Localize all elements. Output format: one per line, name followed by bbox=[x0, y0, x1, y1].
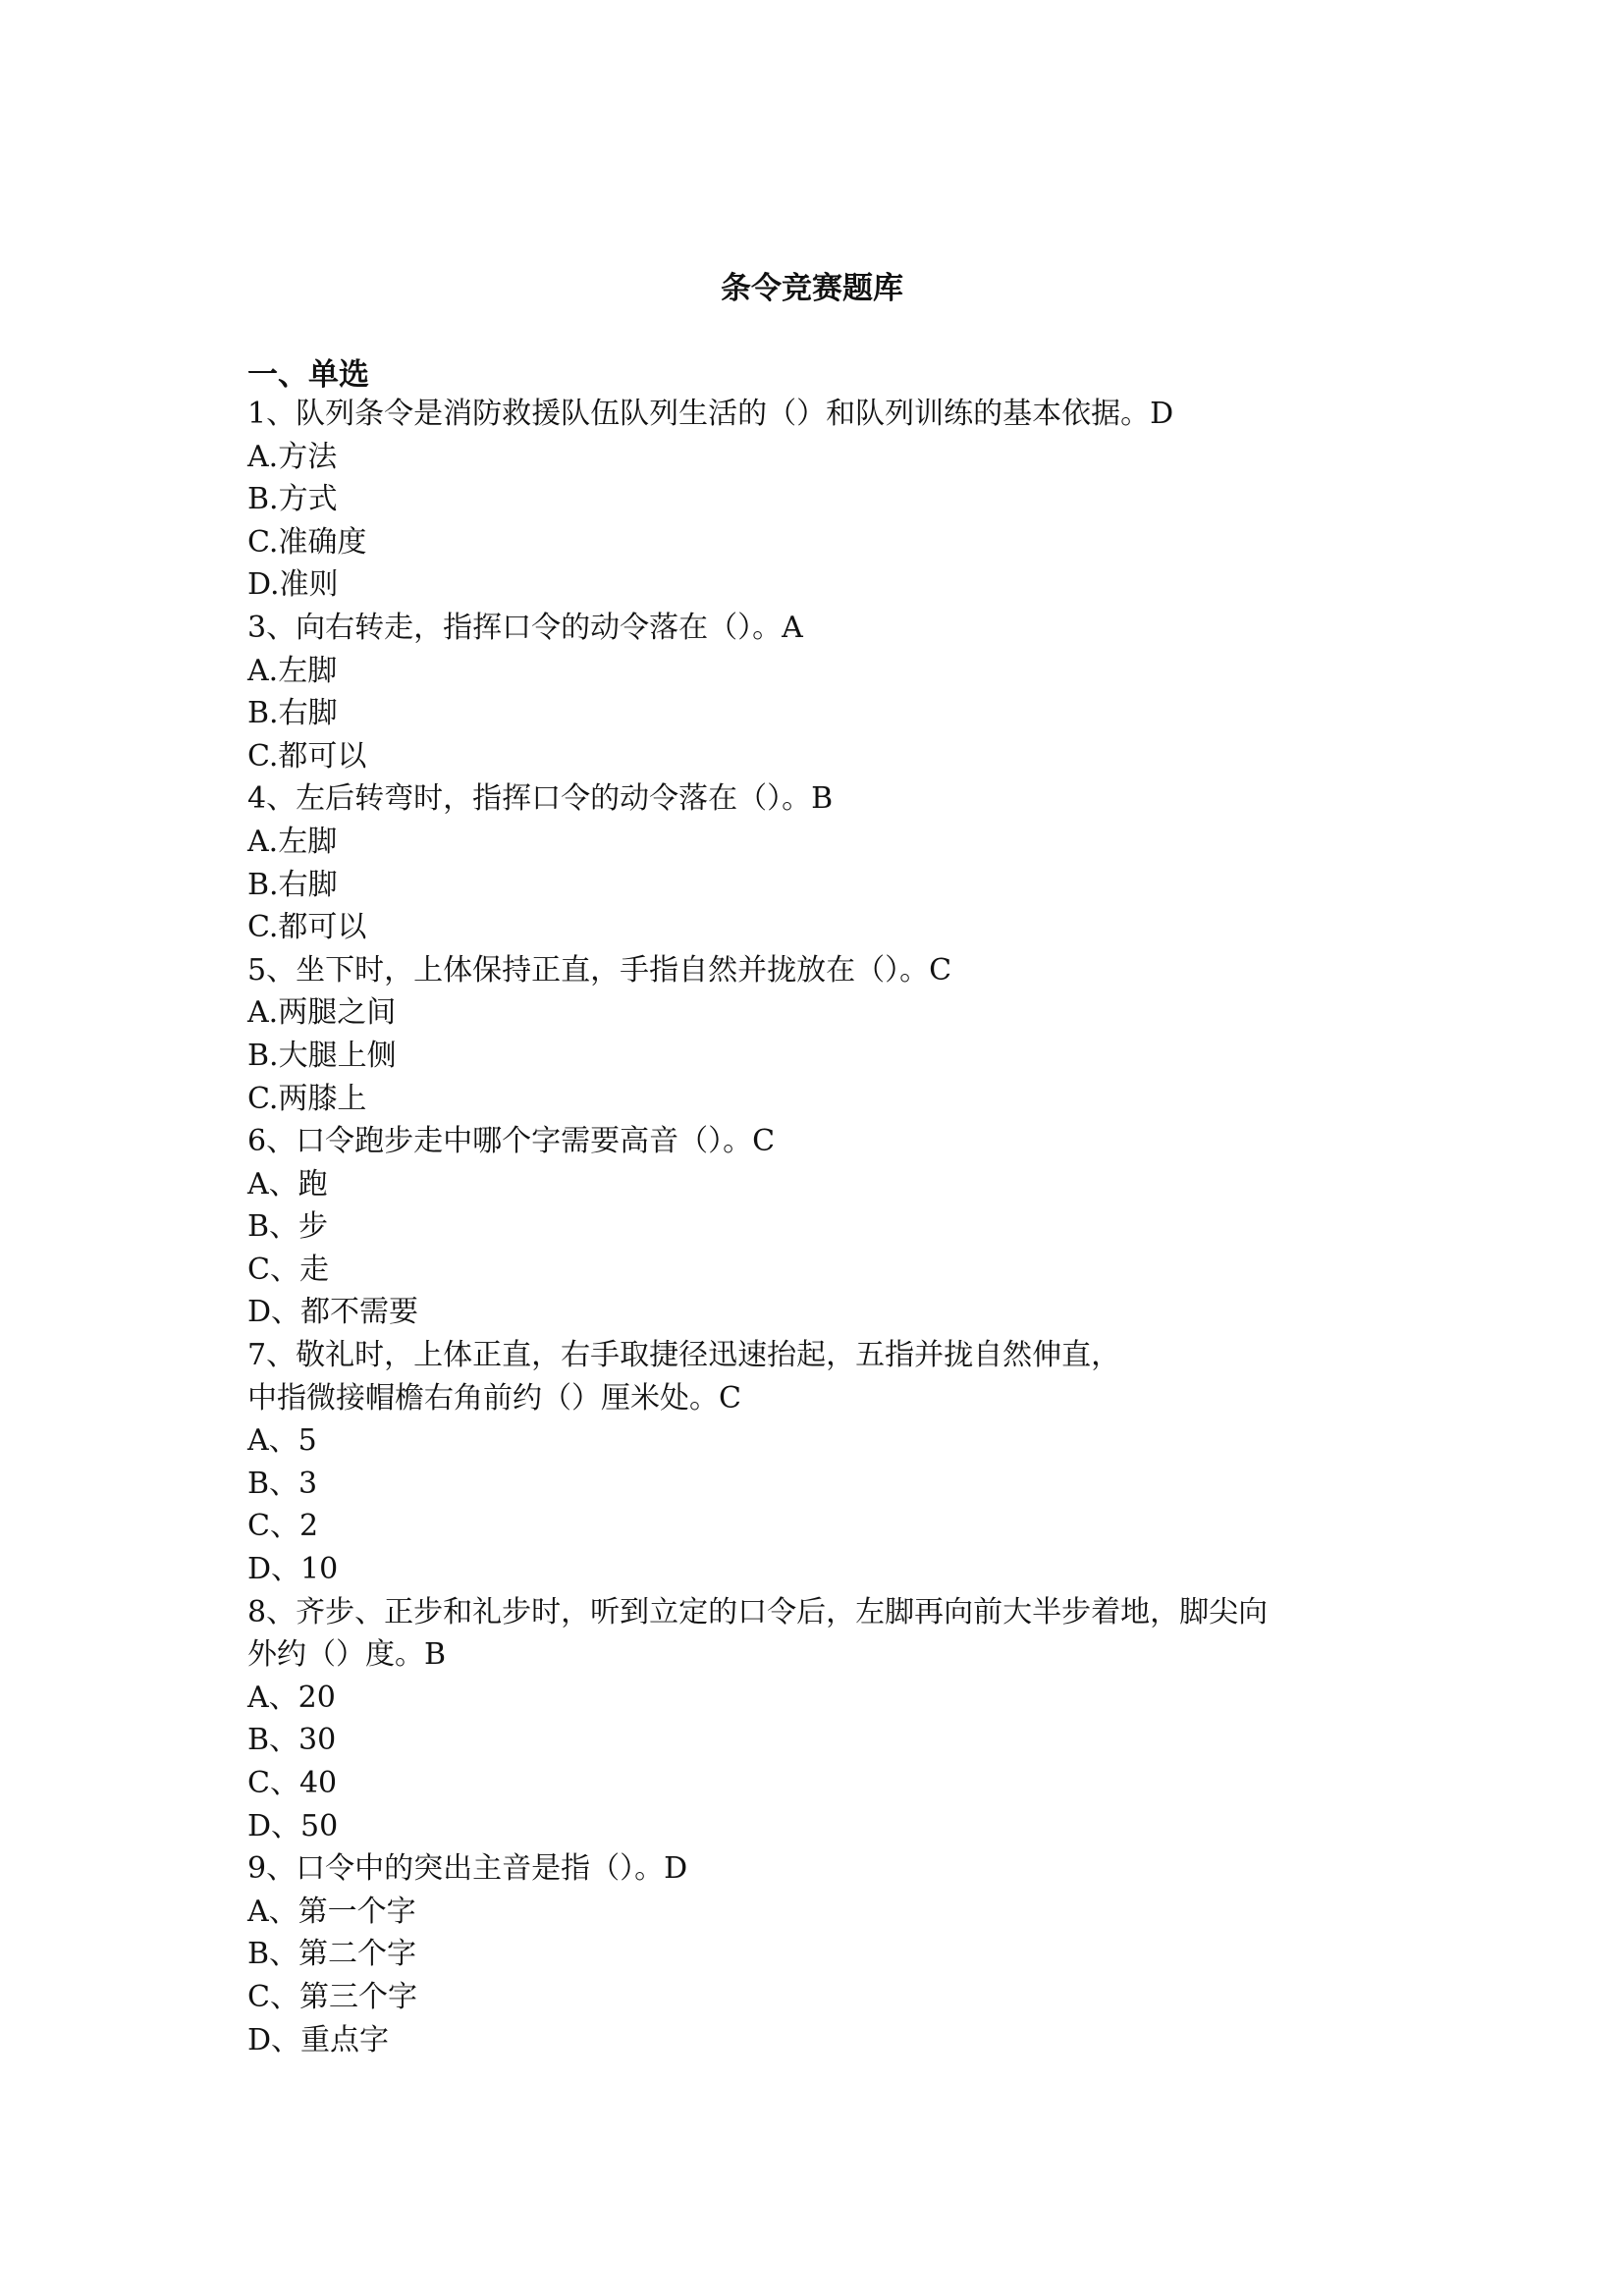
answer-option: C、走 bbox=[247, 1252, 329, 1287]
answer-option: B.右脚 bbox=[247, 867, 338, 902]
answer-option: B.右脚 bbox=[247, 696, 338, 731]
answer-option: B.大腿上侧 bbox=[247, 1038, 397, 1073]
answer-option: D、都不需要 bbox=[247, 1295, 419, 1330]
answer-option: B.方式 bbox=[247, 482, 338, 517]
question-block bbox=[247, 1120, 1386, 1334]
answer-option: A、第一个字 bbox=[247, 1894, 416, 1929]
answer-option: B、30 bbox=[247, 1723, 337, 1758]
answer-option: A、20 bbox=[247, 1680, 336, 1715]
question-stem: 中指微接帽檐右角前约（）厘米处。C bbox=[247, 1380, 741, 1415]
answer-option: B、3 bbox=[247, 1466, 318, 1501]
document-title: 条令竞赛题库 bbox=[721, 271, 903, 306]
answer-option: D、10 bbox=[247, 1552, 339, 1587]
answer-option: C.都可以 bbox=[247, 738, 367, 774]
question-list bbox=[247, 393, 1386, 2061]
answer-option: B、步 bbox=[247, 1209, 329, 1245]
question-stem: 外约（）度。B bbox=[247, 1637, 447, 1673]
question-block bbox=[247, 1847, 1386, 2061]
answer-option: A.左脚 bbox=[247, 653, 338, 688]
question-stem: 5、坐下时，上体保持正直，手指自然并拢放在（）。C bbox=[247, 952, 952, 988]
answer-option: D、重点字 bbox=[247, 2022, 390, 2057]
answer-option: A.两腿之间 bbox=[247, 995, 397, 1031]
section-heading: 一、单选 bbox=[247, 357, 369, 393]
answer-option: A.方法 bbox=[247, 439, 338, 474]
question-stem: 6、口令跑步走中哪个字需要高音（）。C bbox=[247, 1124, 776, 1159]
answer-option: C.准确度 bbox=[247, 524, 367, 560]
question-stem: 4、左后转弯时，指挥口令的动令落在（）。B bbox=[247, 781, 834, 817]
question-block bbox=[247, 949, 1386, 1120]
answer-option: C、40 bbox=[247, 1766, 338, 1800]
answer-option: C.两膝上 bbox=[247, 1081, 367, 1116]
question-stem: 7、敬礼时，上体正直，右手取捷径迅速抬起，五指并拢自然伸直， bbox=[247, 1338, 1121, 1373]
answer-option: C.都可以 bbox=[247, 910, 367, 945]
answer-option: A、5 bbox=[247, 1423, 317, 1459]
question-block bbox=[247, 607, 1386, 777]
question-stem: 3、向右转走，指挥口令的动令落在（）。A bbox=[247, 610, 803, 645]
answer-option: A.左脚 bbox=[247, 824, 338, 859]
answer-option: A、跑 bbox=[247, 1166, 328, 1201]
question-block bbox=[247, 1334, 1386, 1591]
question-stem: 8、齐步、正步和礼步时，听到立定的口令后，左脚再向前大半步着地，脚尖向 bbox=[247, 1594, 1269, 1629]
question-stem: 9、口令中的突出主音是指（）。D bbox=[247, 1851, 688, 1887]
answer-option: D.准则 bbox=[247, 567, 339, 603]
question-stem: 1、队列条令是消防救援队伍队列生活的（）和队列训练的基本依据。D bbox=[247, 397, 1174, 431]
answer-option: B、第二个字 bbox=[247, 1937, 417, 1972]
question-block bbox=[247, 777, 1386, 948]
answer-option: C、2 bbox=[247, 1509, 319, 1544]
answer-option: D、50 bbox=[247, 1808, 339, 1843]
question-block bbox=[247, 1591, 1386, 1848]
answer-option: C、第三个字 bbox=[247, 1979, 417, 2014]
question-block bbox=[247, 393, 1386, 607]
